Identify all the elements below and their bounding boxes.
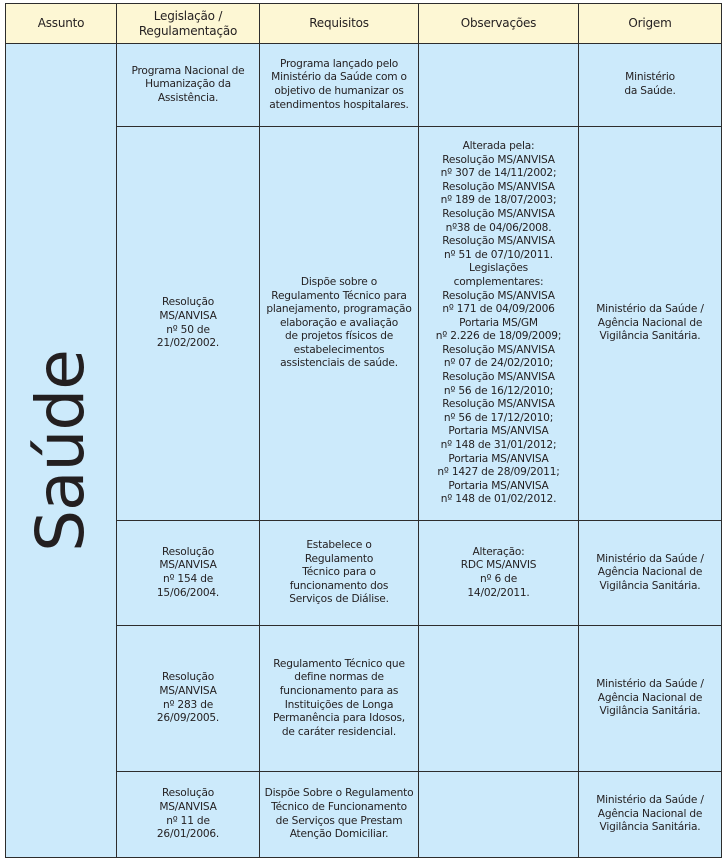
cell-text-line: Resolução MS/ANVISA bbox=[442, 289, 555, 302]
subject-cell bbox=[6, 44, 117, 858]
cell-text-line: de caráter residencial. bbox=[281, 725, 397, 738]
cell-text-line: nº 07 de 24/02/2010; bbox=[443, 357, 554, 370]
cell-text-line: Vigilância Sanitária. bbox=[599, 579, 701, 592]
cell-legislacao bbox=[117, 772, 260, 858]
cell-text-line: nº 171 de 04/09/2006 bbox=[442, 303, 555, 316]
cell-text-line: de projetos físicos de bbox=[284, 330, 394, 343]
cell-text-line: nº 307 de 14/11/2002; bbox=[440, 167, 557, 180]
cell-text-line: 15/06/2004. bbox=[156, 586, 220, 599]
cell-text-line: Instituições de Longa bbox=[284, 698, 394, 711]
cell-text-line: 21/02/2002. bbox=[156, 337, 220, 350]
cell-text-line: Portaria MS/ANVISA bbox=[448, 425, 549, 438]
cell-text-line: MS/ANVISA bbox=[159, 800, 217, 813]
subject-label: Saúde bbox=[22, 349, 99, 552]
cell-observacoes bbox=[419, 772, 579, 858]
cell-text-line: Dispõe sobre o bbox=[300, 275, 378, 288]
cell-origem bbox=[579, 772, 722, 858]
cell-text-line: Resolução MS/ANVISA bbox=[442, 398, 555, 411]
cell-text-line: Ministério da Saúde / bbox=[596, 303, 704, 316]
cell-observacoes bbox=[419, 626, 579, 772]
cell-text-line: RDC MS/ANVIS bbox=[460, 559, 537, 572]
cell-legislacao bbox=[117, 521, 260, 626]
cell-origem bbox=[579, 521, 722, 626]
header-row bbox=[6, 4, 722, 44]
cell-text-line: 26/01/2006. bbox=[156, 828, 220, 841]
cell-text-line: Agência Nacional de bbox=[597, 316, 703, 329]
cell-text-line: objetivo de humanizar os bbox=[274, 85, 404, 97]
cell-text-line: Resolução bbox=[161, 787, 215, 800]
cell-text-line: Vigilância Sanitária. bbox=[599, 330, 701, 343]
cell-text-line: define normas de bbox=[294, 671, 384, 684]
cell-text-line: MS/ANVISA bbox=[159, 684, 217, 697]
cell-text-line: 26/09/2005. bbox=[156, 712, 220, 725]
cell-text-line: Humanização da bbox=[145, 78, 231, 91]
cell-text-line: Agência Nacional de bbox=[597, 807, 703, 820]
cell-text-line: nº 154 de bbox=[162, 573, 214, 585]
cell-text-line: Portaria MS/ANVISA bbox=[448, 479, 549, 492]
cell-text-line: Estabelece o bbox=[306, 539, 372, 552]
cell-origem bbox=[579, 127, 722, 521]
cell-text-line: nº38 de 04/06/2008. bbox=[445, 221, 552, 234]
header-legislacao bbox=[117, 4, 260, 44]
cell-text-line: Regulamento Técnico que bbox=[273, 657, 405, 670]
cell-text-line: Dispõe Sobre o Regulamento bbox=[264, 787, 414, 800]
cell-legislacao bbox=[117, 44, 260, 127]
cell-text-line: Resolução MS/ANVISA bbox=[442, 235, 555, 248]
cell-requisitos bbox=[260, 772, 419, 858]
cell-text-line: complementares: bbox=[453, 275, 544, 288]
cell-text-line: atendimentos hospitalares. bbox=[269, 98, 409, 111]
cell-text-line: Resolução MS/ANVISA bbox=[442, 371, 555, 384]
cell-text-line: assistenciais de saúde. bbox=[280, 357, 398, 370]
cell-text-line: Técnico para o bbox=[302, 566, 376, 579]
cell-text-line: Regulamento Técnico para bbox=[271, 289, 407, 302]
header-label: Legislação / Regulamentação bbox=[138, 9, 238, 38]
cell-text-line: nº 6 de bbox=[479, 573, 518, 585]
cell-text-line: nº 189 de 18/07/2003; bbox=[440, 194, 557, 207]
header-assunto bbox=[6, 4, 117, 44]
cell-text-line: nº 11 de bbox=[166, 814, 210, 827]
cell-text-line: Portaria MS/GM bbox=[459, 316, 538, 329]
cell-text-line: Serviços de Diálise. bbox=[289, 593, 389, 606]
cell-text-line: Legislações bbox=[469, 262, 528, 275]
cell-text-line: Técnico de Funcionamento bbox=[271, 800, 407, 813]
cell-text-line: Ministério bbox=[625, 71, 675, 84]
cell-text-line: Ministério da Saúde / bbox=[596, 552, 704, 565]
header-label: Origem bbox=[628, 16, 672, 31]
cell-text-line: de Serviços que Prestam bbox=[275, 814, 403, 827]
cell-text-line: Vigilância Sanitária. bbox=[599, 821, 701, 834]
cell-text-line: nº 56 de 16/12/2010; bbox=[443, 384, 554, 397]
cell-text-line: Atenção Domiciliar. bbox=[289, 828, 389, 841]
cell-text-line: nº 56 de 17/12/2010; bbox=[443, 411, 554, 424]
cell-origem bbox=[579, 626, 722, 772]
cell-text-line: Vigilância Sanitária. bbox=[599, 705, 701, 718]
cell-text-line: Permanência para Idosos, bbox=[273, 712, 405, 725]
cell-text-line: nº 2.226 de 18/09/2009; bbox=[435, 330, 562, 343]
cell-text-line: Ministério da Saúde com o bbox=[271, 71, 407, 84]
cell-text-line: Resolução MS/ANVISA bbox=[442, 153, 555, 166]
cell-text-line: Resolução bbox=[161, 671, 215, 684]
cell-text-line: Ministério da Saúde / bbox=[596, 794, 704, 807]
cell-text-line: MS/ANVISA bbox=[159, 559, 217, 572]
cell-observacoes bbox=[419, 127, 579, 521]
cell-text-line: Programa Nacional de bbox=[131, 64, 245, 77]
cell-legislacao bbox=[117, 626, 260, 772]
cell-text-line: estabelecimentos bbox=[293, 343, 385, 356]
cell-text-line: MS/ANVISA bbox=[159, 309, 217, 322]
cell-observacoes bbox=[419, 521, 579, 626]
cell-text-line: planejamento, programação bbox=[266, 303, 412, 316]
cell-text-line: Agência Nacional de bbox=[597, 566, 703, 579]
cell-legislacao bbox=[117, 127, 260, 521]
cell-text-line: funcionamento dos bbox=[289, 579, 389, 592]
cell-text-line: nº 50 de bbox=[166, 323, 210, 336]
cell-text-line: nº 148 de 31/01/2012; bbox=[440, 439, 557, 452]
cell-text-line: Regulamento bbox=[304, 552, 374, 565]
cell-text-line: Agência Nacional de bbox=[597, 691, 703, 704]
header-label: Observações bbox=[460, 16, 537, 31]
cell-text-line: Alterada pela: bbox=[462, 139, 535, 152]
cell-text-line: da Saúde. bbox=[624, 85, 676, 97]
header-label: Requisitos bbox=[309, 16, 369, 31]
header-origem bbox=[579, 4, 722, 44]
cell-requisitos bbox=[260, 44, 419, 127]
cell-text-line: Assistência. bbox=[157, 91, 219, 104]
cell-text-line: Resolução bbox=[161, 545, 215, 558]
cell-text-line: Programa lançado pelo bbox=[279, 57, 399, 70]
cell-text-line: Ministério da Saúde / bbox=[596, 678, 704, 691]
cell-requisitos bbox=[260, 127, 419, 521]
header-label: Assunto bbox=[37, 16, 85, 31]
legislation-table bbox=[5, 3, 722, 858]
cell-text-line: nº 283 de bbox=[162, 698, 214, 711]
cell-text-line: Resolução MS/ANVISA bbox=[442, 343, 555, 356]
cell-text-line: Resolução MS/ANVISA bbox=[442, 207, 555, 220]
header-requisitos bbox=[260, 4, 419, 44]
cell-requisitos bbox=[260, 521, 419, 626]
cell-text-line: nº 1427 de 28/09/2011; bbox=[437, 466, 560, 479]
header-observacoes bbox=[419, 4, 579, 44]
cell-text-line: Portaria MS/ANVISA bbox=[448, 452, 549, 465]
cell-text-line: nº 148 de 01/02/2012. bbox=[440, 493, 557, 506]
cell-text-line: Alteração: bbox=[472, 545, 525, 558]
cell-text-line: Resolução bbox=[161, 296, 215, 309]
cell-origem bbox=[579, 44, 722, 127]
cell-text-line: Resolução MS/ANVISA bbox=[442, 180, 555, 193]
cell-text-line: elaboração e avaliação bbox=[279, 316, 399, 329]
cell-text-line: funcionamento para as bbox=[279, 684, 399, 697]
table-row bbox=[6, 44, 722, 127]
cell-observacoes bbox=[419, 44, 579, 127]
cell-text-line: 14/02/2011. bbox=[467, 586, 530, 599]
cell-text-line: nº 51 de 07/10/2011. bbox=[444, 248, 553, 261]
cell-requisitos bbox=[260, 626, 419, 772]
